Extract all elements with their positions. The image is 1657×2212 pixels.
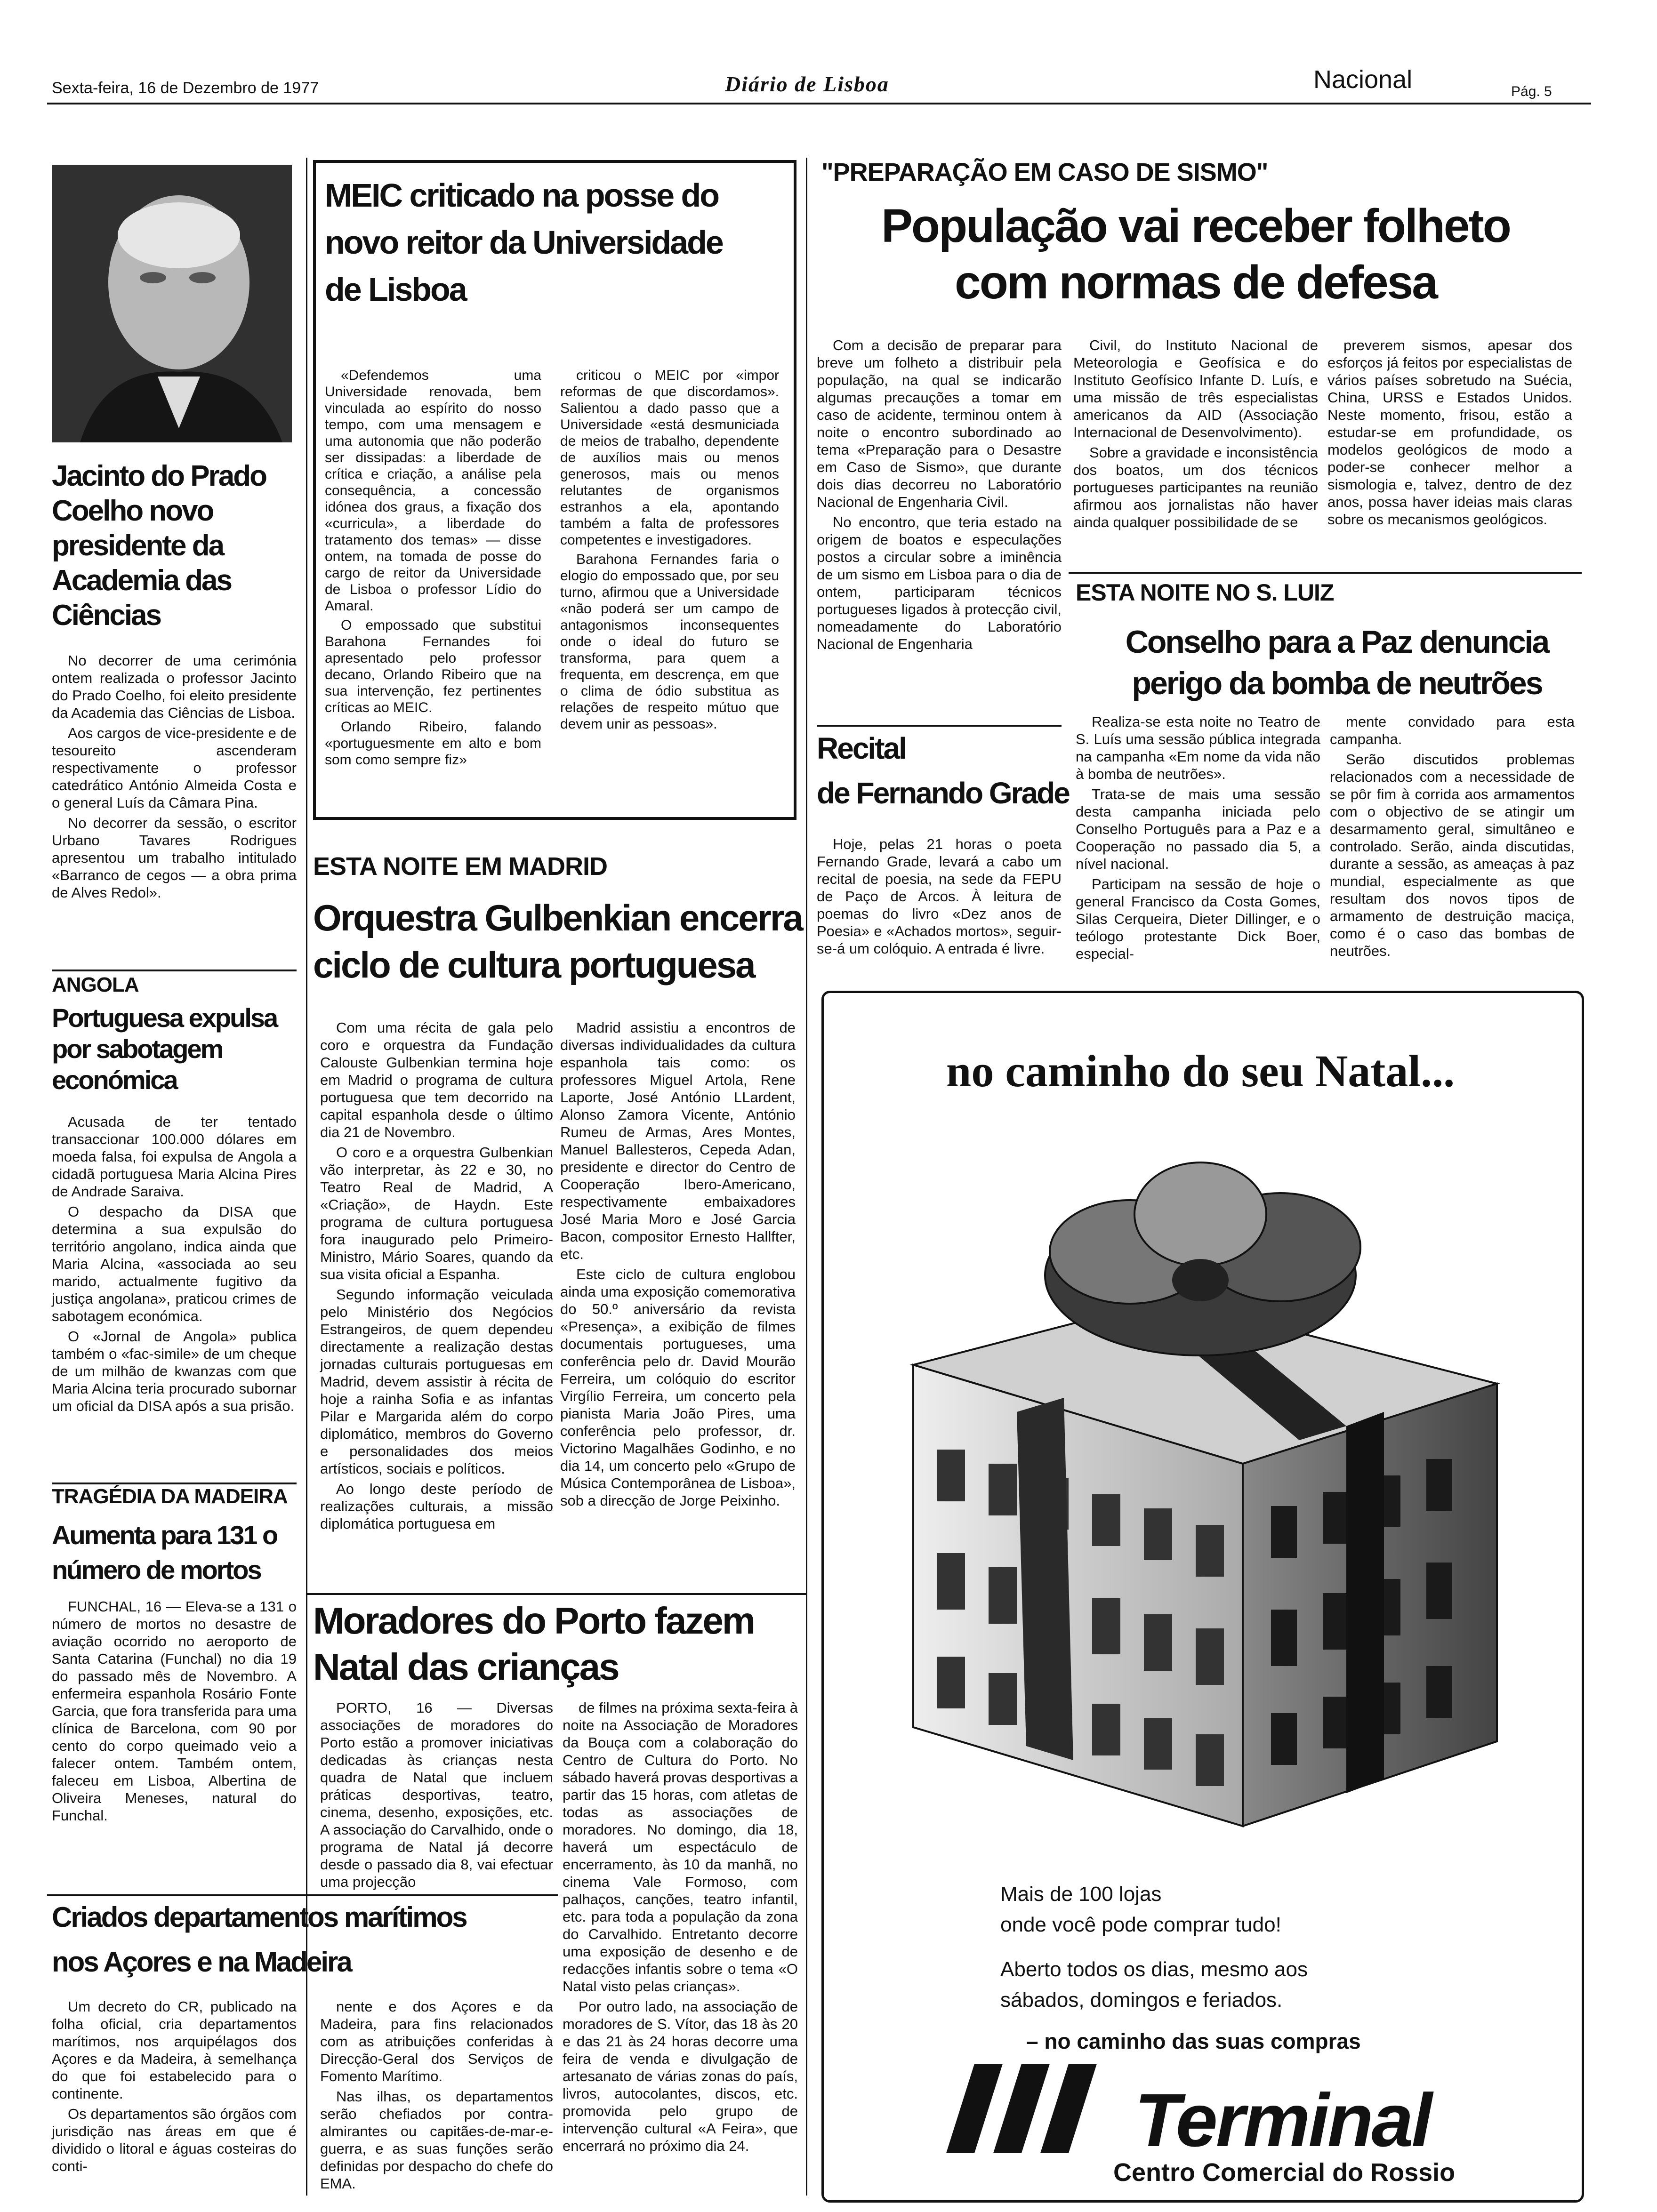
jacinto-headline: Jacinto do Prado Coelho novo presidente da Academia das Ciências bbox=[52, 460, 266, 632]
acores-headline-line-1: Criados departamentos marítimos bbox=[52, 1901, 467, 1933]
section-rule bbox=[1069, 572, 1582, 574]
acores-column-1 bbox=[52, 1998, 297, 2178]
madeira-paragraph: FUNCHAL, 16 — Eleva-se a 131 o número de mortos no desastre de aviação ocorrido no aeroporto de Santa Catarina (Funchal) no dia 19 do passado mês de Novembro. A enfermeira espanhola Rosário Fonte Garcia, que fora transferida para uma clínica de Barcelona, com 90 por cento do corpo queimado veio a falecer ontem. Também ontem, faleceu em Lisboa, Albertina de Oliveira Meneses, natural do Funchal. bbox=[52, 1598, 297, 1824]
paz-paragraph: Realiza-se esta noite no Teatro de S. Luís uma sessão pública integrada na campanha «Em nome da vida não à bomba de neutrões». bbox=[1076, 713, 1320, 782]
masthead-date: Sexta-feira, 16 de Dezembro de 1977 bbox=[52, 79, 319, 97]
madeira-kicker: TRAGÉDIA DA MADEIRA bbox=[52, 1485, 288, 1508]
meic-column-1 bbox=[325, 367, 541, 771]
sismo-column-3 bbox=[1327, 337, 1572, 531]
ad-line-3: Aberto todos os dias, mesmo aos bbox=[1000, 1958, 1308, 1981]
angola-kicker: ANGOLA bbox=[52, 973, 139, 996]
porto-paragraph: Por outro lado, na associação de moradores de S. Vítor, das 18 às 20 e das 21 às 24 horas decorre uma feira de venda e divulgação de artesanato de várias zonas do país, livros, autocolantes, discos, etc. promovida pelo grupo de intervenção cultural «A Feira», que encerrará no próximo dia 24. bbox=[563, 1998, 798, 2154]
sismo-paragraph: Civil, do Instituto Nacional de Meteorologia e Geofísica e do Instituto Geofísico Infante D. Luís, e uma missão de três especialistas americanos da AID (Associação Internacional de Desenvolvimento). bbox=[1073, 337, 1318, 441]
meic-paragraph: Orlando Ribeiro, falando «portuguesmente em alto e bom som como sempre fiz» bbox=[325, 719, 541, 768]
masthead-paper-name: Diário de Lisboa bbox=[725, 72, 889, 96]
gulbenkian-kicker: ESTA NOITE EM MADRID bbox=[313, 852, 607, 881]
acores-paragraph: Nas ilhas, os departamentos serão chefiados por contra-almirantes ou capitães-de-mar-e-guerra, e as suas funções serão definidas por despacho do chefe do EMA. bbox=[320, 2088, 553, 2192]
ad-brand: Terminal bbox=[1134, 2078, 1431, 2162]
portrait-image bbox=[52, 165, 292, 442]
sismo-paragraph: Sobre a gravidade e inconsistência dos boatos, um dos técnicos portugueses participantes na reunião afirmou aos jornalistas não haver ainda qualquer possibilidade de se bbox=[1073, 444, 1318, 530]
section-rule bbox=[47, 1894, 558, 1896]
acores-paragraph: Os departamentos são órgãos com jurisdição nas áreas em que é dividido o litoral e águas costeiras do conti- bbox=[52, 2106, 297, 2174]
madeira-headline: Aumenta para 131 o número de mortos bbox=[52, 1520, 277, 1585]
masthead-rule bbox=[47, 103, 1591, 104]
porto-headline: Moradores do Porto fazem Natal das crianças bbox=[313, 1600, 755, 1688]
gift-box-building-illustration bbox=[876, 1120, 1525, 1840]
porto-column-2 bbox=[563, 1699, 798, 2157]
gulbenkian-paragraph: Com uma récita de gala pelo coro e orquestra da Fundação Calouste Gulbenkian termina hoje em Madrid o programa de cultura portuguesa que tem decorrido na capital espanhola desde o último dia 21 de Novembro. bbox=[320, 1019, 553, 1140]
sismo-column-1 bbox=[817, 337, 1062, 656]
paz-kicker: ESTA NOITE NO S. LUIZ bbox=[1076, 579, 1334, 606]
acores-headline-line-2: nos Açores e na Madeira bbox=[52, 1946, 351, 1978]
paz-column-1 bbox=[1076, 713, 1320, 965]
column-rule bbox=[806, 158, 807, 2196]
masthead bbox=[0, 0, 1657, 108]
ad-headline: no caminho do seu Natal... bbox=[946, 1046, 1455, 1096]
gulbenkian-column-1 bbox=[320, 1019, 553, 1535]
gulbenkian-paragraph: Ao longo deste período de realizações culturais, a missão diplomática portuguesa em bbox=[320, 1481, 553, 1532]
paz-column-2 bbox=[1330, 713, 1575, 962]
jacinto-article bbox=[52, 652, 297, 904]
angola-article bbox=[52, 1113, 297, 1418]
meic-paragraph: O empossado que substitui Barahona Fernandes foi apresentado pelo professor decano, Orlando Ribeiro que na sua intervenção, fez pertinentes críticas ao MEIC. bbox=[325, 617, 541, 715]
sismo-paragraph: preverem sismos, apesar dos esforços já feitos por especialistas de vários países sobretudo na Suécia, China, URSS e Estados Unidos. Neste momento, frisou, estão a estudar-se em profundidade, os modelos geológicos de modo a poder-se conhecer melhor a sismologia e, talvez, dentro de dez anos, possa haver ideias mais claras sobre os mecanismos geológicos. bbox=[1327, 337, 1572, 528]
recital-article bbox=[817, 835, 1062, 960]
jacinto-paragraph: Aos cargos de vice-presidente e de tesoureito ascenderam respectivamente o professor catedrático António Almeida Costa e o general Luís da Câmara Pina. bbox=[52, 725, 297, 811]
porto-column-1 bbox=[320, 1699, 553, 1893]
column-rule bbox=[306, 158, 307, 2196]
angola-headline: Portuguesa expulsa por sabotagem económica bbox=[52, 1003, 277, 1095]
paz-paragraph: mente convidado para esta campanha. bbox=[1330, 713, 1575, 747]
acores-paragraph: Um decreto do CR, publicado na folha oficial, cria departamentos marítimos, nos arquipélagos dos Açores e da Madeira, à semelhança do que foi estabelecido para o continente. bbox=[52, 1998, 297, 2102]
masthead-section: Nacional bbox=[1313, 65, 1413, 94]
recital-headline-line-1: Recital bbox=[817, 731, 906, 765]
acores-paragraph: nente e dos Açores e da Madeira, para fins relacionados com as atribuições conferidas à Direcção-Geral dos Serviços de Fomento Marítimo. bbox=[320, 1998, 553, 2084]
jacinto-paragraph: No decorrer da sessão, o escritor Urbano Tavares Rodrigues apresentou um trabalho intitulado «Barranco de cegos — a obra prima de Alves Redol». bbox=[52, 815, 297, 901]
recital-paragraph: Hoje, pelas 21 horas o poeta Fernando Grade, levará a cabo um recital de poesia, na sede da FEPU de Paço de Arcos. À leitura de poemas do livro «Dez anos de Poesia» e «Achados mortos», seguir-se-á um colóquio. A entrada é livre. bbox=[817, 836, 1062, 957]
jacinto-paragraph: No decorrer de uma cerimónia ontem realizada o professor Jacinto do Prado Coelho, foi eleito presidente da Academia das Ciências de Lisboa. bbox=[52, 652, 297, 721]
porto-paragraph: PORTO, 16 — Diversas associações de moradores do Porto estão a promover iniciativas dedicadas às crianças nesta quadra de Natal que incluem práticas desportivas, teatro, cinema, desenho, exposições, etc. A associação do Carvalhido, onde o programa de Natal já decorre desde o passado dia 8, vai efectuar uma projecção bbox=[320, 1699, 553, 1890]
ad-line-2: onde você pode comprar tudo! bbox=[1000, 1913, 1281, 1936]
meic-headline: MEIC criticado na posse do novo reitor da Universidade de Lisboa bbox=[325, 177, 723, 308]
ad-line-4: sábados, domingos e feriados. bbox=[1000, 1988, 1283, 2012]
section-rule bbox=[817, 725, 1062, 727]
sismo-headline: População vai receber folheto com normas de defesa bbox=[881, 200, 1510, 309]
paz-paragraph: Serão discutidos problemas relacionados com a necessidade de se pôr fim à corrida aos armamentos com o objectivo de se atingir um desarmamento geral, simultâneo e controlado. Serão, ainda discutidas, durante a sessão, as ameaças à paz mundial, especialmente as que resultam dos novos tipos de armamento de destruição maciça, como é o caso das bombas de neutrões. bbox=[1330, 751, 1575, 959]
ad-line-1: Mais de 100 lojas bbox=[1000, 1883, 1162, 1906]
sismo-column-2 bbox=[1073, 337, 1318, 534]
gulbenkian-paragraph: Este ciclo de cultura englobou ainda uma exposição comemorativa do 50.º aniversário da revista «Presença», a exibição de filmes documentais portugueses, uma conferência pelo dr. David Mourão Ferreira, um colóquio do escritor Virgílio Ferreira, um concerto pela pianista Maria João Pires, uma conferência pelo professor, dr. Victorino Magalhães Godinho, e no dia 14, um concerto pelo «Grupo de Música Contemporânea de Lisboa», sob a direcção de Jorge Peixinho. bbox=[560, 1266, 796, 1509]
paz-headline: Conselho para a Paz denuncia perigo da bomba de neutrões bbox=[1125, 624, 1549, 701]
gulbenkian-paragraph: Segundo informação veiculada pelo Ministério dos Negócios Estrangeiros, de quem dependeu directamente a realização destas jornadas culturais portuguesas em Madrid, devem assistir à récita de hoje a rainha Sofia e as infantas Pilar e Margarida além do corpo diplomático, membros do Governo e personalidades dos meios artísticos, sociais e políticos. bbox=[320, 1286, 553, 1477]
meic-paragraph: «Defendemos uma Universidade renovada, bem vinculada ao espírito do nosso tempo, com uma mensagem e uma autonomia que não poderão ser dissipadas: a liberdade de crítica e criação, a análise pela consequência, a concessão idónea dos graus, a fixação dos «curricula», a liberdade do tratamento dos temas» — disse ontem, na tomada de posse do cargo de reitor da Universidade de Lisboa o professor Lídio do Amaral. bbox=[325, 368, 541, 614]
masthead-page-number: Pág. 5 bbox=[1511, 84, 1552, 99]
meic-paragraph: criticou o MEIC por «impor reformas de que discordamos». Salientou a dado passo que a Universidade «está desmuniciada de meios de trabalho, dependente de auxílios mais ou menos generosos, mais ou menos relutantes de organismos estranhos a ela, apontando também a falta de professores competentes e investigadores. bbox=[560, 368, 779, 548]
meic-column-2 bbox=[560, 367, 779, 735]
terminal-logo-icon bbox=[946, 2064, 1102, 2153]
gulbenkian-column-2 bbox=[560, 1019, 796, 1512]
portrait-photo bbox=[52, 165, 292, 442]
gulbenkian-paragraph: O coro e a orquestra Gulbenkian vão interpretar, às 22 e 30, no Teatro Real de Madrid, A «Criação», de Haydn. Este programa de cultura portuguesa fora inaugurado pelo Primeiro-Ministro, Mário Soares, quando da sua visita oficial a Espanha. bbox=[320, 1144, 553, 1282]
recital-headline-line-2: de Fernando Grade bbox=[817, 776, 1069, 810]
ad-brand-subtitle: Centro Comercial do Rossio bbox=[1113, 2158, 1456, 2187]
paz-paragraph: Trata-se de mais uma sessão desta campanha iniciada pelo Conselho Português para a Paz e a Cooperação no passado dia 5, a nível nacional. bbox=[1076, 786, 1320, 872]
angola-paragraph: Acusada de ter tentado transaccionar 100.000 dólares em moeda falsa, foi expulsa de Angola a cidadã portuguesa Maria Alcina Pires de Andrade Saraiva. bbox=[52, 1114, 297, 1200]
gulbenkian-headline: Orquestra Gulbenkian encerra ciclo de cultura portuguesa bbox=[313, 897, 802, 986]
section-rule bbox=[52, 970, 297, 971]
sismo-paragraph: No encontro, que teria estado na origem de boatos e especulações postos a circular sobre a iminência de um sismo em Lisboa para o dia de ontem, participaram técnicos portugueses ligados à protecção civil, nomeadamente do Laboratório Nacional de Engenharia bbox=[817, 514, 1062, 652]
ad-line-5: – no caminho das suas compras bbox=[1026, 2029, 1361, 2053]
madeira-article bbox=[52, 1598, 297, 1827]
meic-paragraph: Barahona Fernandes faria o elogio do empossado que, por seu turno, afirmou que a Universidade «não poderá ser um campo de antagonismos inconsequentes onde o ideal do futuro se transforma, para quem a frequenta, em descrença, em que o clima de ódio substitua as relações de respeito mútuo que devem unir as pessoas». bbox=[560, 552, 779, 732]
sismo-paragraph: Com a decisão de preparar para breve um folheto a distribuir pela população, na qual se indicarão algumas precauções a tomar em caso de acidente, terminou ontem à noite o encontro subordinado ao tema «Preparação para o Desastre em Caso de Sismo», que durante dois dias decorreu no Laboratório Nacional de Engenharia Civil. bbox=[817, 337, 1062, 510]
sismo-kicker: "PREPARAÇÃO EM CASO DE SISMO" bbox=[821, 158, 1268, 186]
section-rule bbox=[52, 1483, 297, 1484]
paz-paragraph: Participam na sessão de hoje o general Francisco da Costa Gomes, Silas Cerqueira, Dieter Dillinger, e o teólogo protestante Dick Boer, especial- bbox=[1076, 876, 1320, 962]
section-rule bbox=[306, 1593, 806, 1595]
porto-paragraph: de filmes na próxima sexta-feira à noite na Associação de Moradores da Bouça com a colaboração do Centro de Cultura do Porto. No sábado haverá provas desportivas a partir das 15 horas, com atletas de todas as associações de moradores. No domingo, dia 18, haverá um espectáculo de encerramento, às 10 da manhã, no cinema Vale Formoso, com palhaços, canções, teatro infantil, etc. para toda a população da zona do Carvalhido. Entretanto decorre uma exposição de desenho e de redacções infantis sobre o tema «O Natal visto pelas crianças». bbox=[563, 1699, 798, 1995]
angola-paragraph: O despacho da DISA que determina a sua expulsão do território angolano, indica ainda que Maria Alcina, «associada ao seu marido, actualmente fugitivo da justiça angolana», praticou crimes de sabotagem económica. bbox=[52, 1203, 297, 1324]
acores-column-2 bbox=[320, 1998, 553, 2195]
gulbenkian-paragraph: Madrid assistiu a encontros de diversas individualidades da cultura espanhola tais como: os professores Miguel Artola, Rene Laporte, José António LLardent, Alonso Zamora Vicente, António Rumeu de Armas, Ares Montes, Manuel Ballesteros, Cepeda Adan, presidente e director do Centro de Cooperação Ibero-Americano, respectivamente embaixadores José Maria Moro e José Garcia Bacon, compositor Ernesto Hallfter, etc. bbox=[560, 1019, 796, 1262]
angola-paragraph: O «Jornal de Angola» publica também o «fac-simile» de um cheque de um milhão de kwanzas com que Maria Alcina teria procurado subornar um oficial da DISA após a sua prisão. bbox=[52, 1328, 297, 1414]
